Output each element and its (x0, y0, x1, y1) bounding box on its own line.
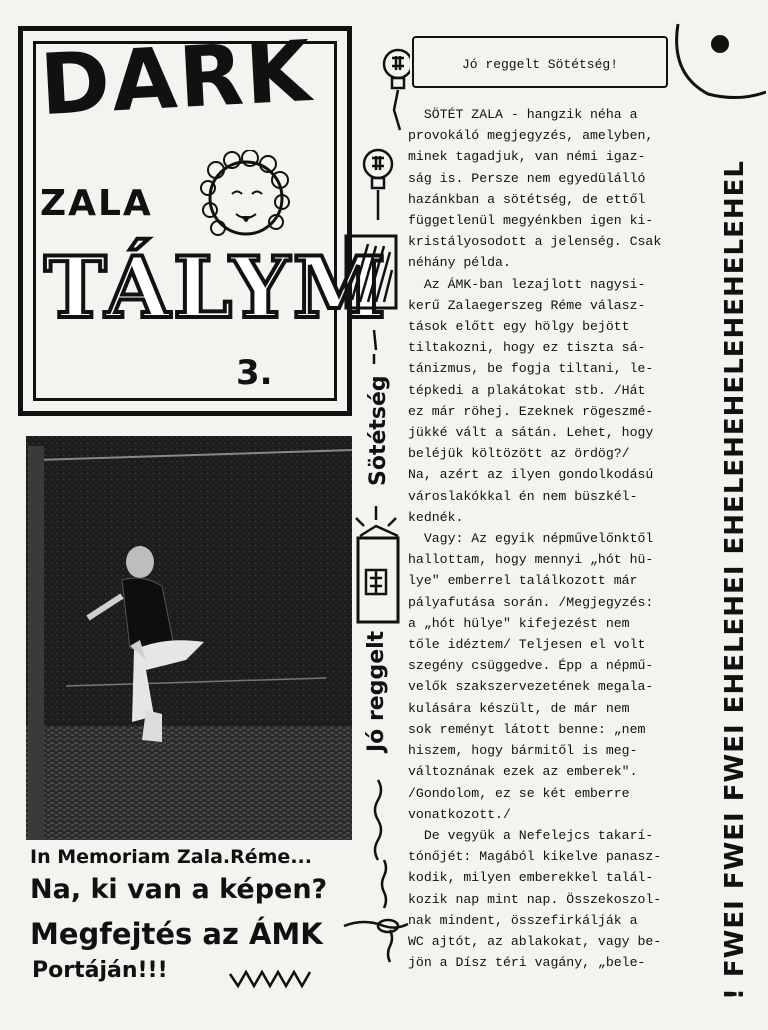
vertical-text-good-morning: Jó reggelt (364, 630, 389, 752)
masthead-title-dark: DARK (37, 21, 315, 135)
article-line: függetlenül megyénkben igen ki- (408, 213, 654, 229)
article-line: jükké vált a sátán. Lehet, hogy (408, 425, 654, 441)
article-line: Na, azért az ilyen gondolkodású (408, 467, 654, 483)
article-line: nak mindent, összefirkálják a (408, 912, 638, 928)
issue-number: 3. (236, 353, 273, 393)
article-line: hazánkban a sötétség, de ettől (408, 191, 646, 207)
article-line: Az ÁMK-ban lezajlott nagysi- (408, 276, 646, 292)
article-line: minek tagadjuk, van némi igaz- (408, 149, 646, 165)
article-line: tiltakozni, hogy ez tiszta sá- (408, 340, 646, 356)
article-line: hallottam, hogy mennyi „hót hü- (408, 552, 654, 568)
article-line: provokáló megjegyzés, amelyben, (408, 128, 654, 144)
article-line: ság is. Persze nem egyedülálló (408, 170, 646, 186)
article-line: WC ajtót, az ablakokat, vagy be- (408, 933, 662, 949)
article-line: kednék. (408, 509, 464, 525)
article-line: kulására készült, de már nem (408, 700, 630, 716)
masthead-title-zala: ZALA (40, 183, 153, 224)
article-line: tások előtt egy hölgy bejött (408, 319, 630, 335)
vertical-text-darkness: Sötétség (366, 375, 391, 486)
article-line: pályafutása során. /Megjegyzés: (408, 594, 654, 610)
article-line: De vegyük a Nefelejcs takarí- (408, 827, 654, 843)
article-line: /Gondolom, ez se két emberre (408, 785, 630, 801)
article-line: városlakókkal én nem büszkél- (408, 488, 638, 504)
article-heading-box (412, 36, 668, 88)
article-body (408, 104, 710, 973)
article-line: velők szakszervezetének megala- (408, 679, 654, 695)
corner-doodle (666, 20, 766, 100)
article-line: ez már röhej. Ezeknek rögeszmé- (408, 403, 654, 419)
article-line: sok reményt látott benne: „nem (408, 721, 646, 737)
article-line: jön a Dísz téri vagány, „bele- (408, 955, 646, 971)
article-line: kodik, milyen emberekkel talál- (408, 870, 654, 886)
article-line: vonatkozott./ (408, 806, 511, 822)
article-line: hiszem, hogy bármitől is meg- (408, 743, 638, 759)
margin-doodles (340, 30, 410, 1030)
article-line: kozik nap mint nap. Összekoszol- (408, 891, 662, 907)
cartoon-face-illustration (196, 150, 296, 242)
article-line: Vagy: Az egyik népművelőnktől (408, 531, 654, 547)
article-line: tánizmus, be fogja tiltani, le- (408, 361, 654, 377)
caption-answer-place: Portáján!!! (32, 958, 168, 983)
article-line: a „hót hülye" kifejezést nem (408, 615, 630, 631)
article-line: SÖTÉT ZALA - hangzik néha a (408, 107, 638, 122)
halftone-photo (26, 436, 352, 840)
caption-in-memoriam: In Memoriam Zala.Réme... (30, 846, 312, 868)
article-line: tónőjét: Magából kikelve panasz- (408, 849, 662, 865)
right-margin-vertical-text: ! FWEI FWEI FWEI EHELEHEI EHELEHEHELEHEHELEHEL (720, 160, 750, 1000)
caption-answer-location: Megfejtés az ÁMK (30, 917, 323, 951)
caption-question: Na, ki van a képen? (30, 874, 328, 905)
article-line: kristályosodott a jelenség. Csak (408, 234, 662, 250)
article-line: tépkedi a plakátokat stb. /Hát (408, 382, 646, 398)
article-line: kerű Zalaegerszeg Réme válasz- (408, 297, 646, 313)
masthead-title-talyim: TÁLYM (44, 238, 389, 337)
article-line: lye" emberrel találkozott már (408, 573, 638, 589)
scribble-doodle (226, 954, 356, 994)
article-line: néhány példa. (408, 255, 511, 271)
article-line: szegény csüggedve. Épp a népmű- (408, 658, 654, 674)
article-line: változnának ezek az emberek". (408, 764, 638, 780)
article-line: beléjük költözött az ördög?/ (408, 446, 630, 462)
article-heading: Jó reggelt Sötétség! (461, 57, 619, 72)
article-line: tőle idéztem/ Teljesen el volt (408, 637, 646, 653)
